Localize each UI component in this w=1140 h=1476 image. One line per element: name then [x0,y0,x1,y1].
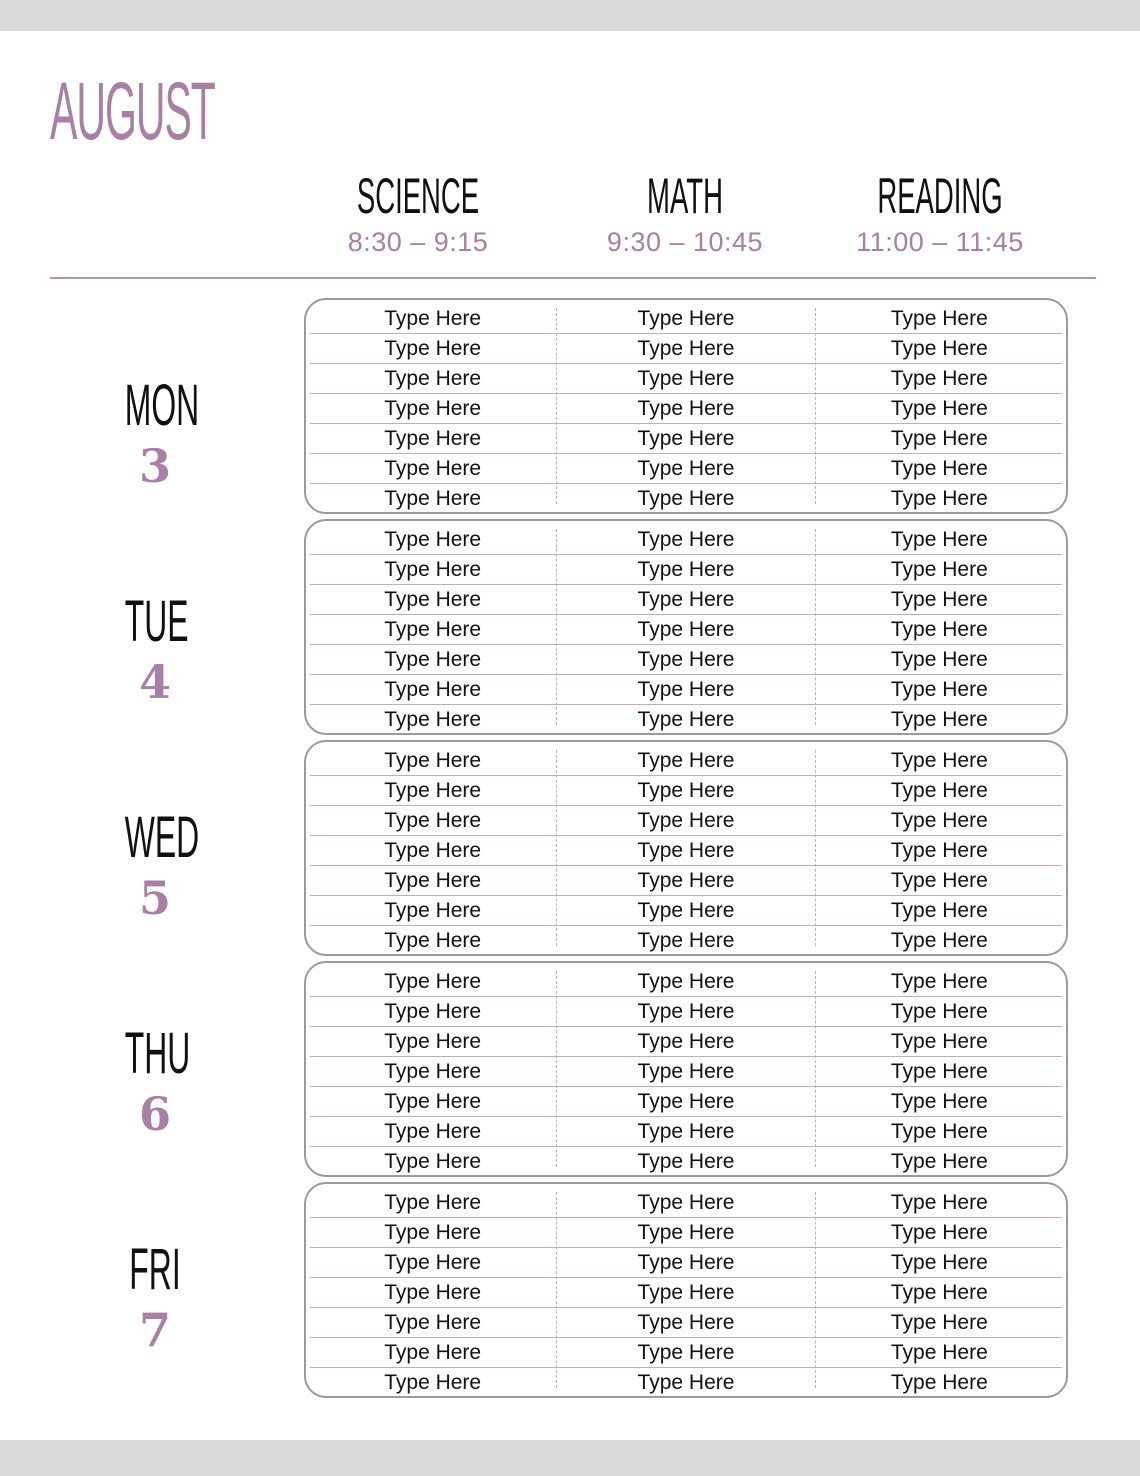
subject-name: SCIENCE [356,168,480,224]
entry-field[interactable]: Type Here [637,1060,735,1083]
entry-field[interactable]: Type Here [384,749,482,772]
table-row [306,525,1066,555]
day-number: 3 [138,439,171,493]
table-row [306,484,1066,514]
column-divider [556,1192,557,1388]
entry-field[interactable]: Type Here [384,487,482,510]
entry-field[interactable]: Type Here [637,1221,735,1244]
entry-field[interactable]: Type Here [890,648,988,671]
table-row [306,746,1066,776]
entry-field[interactable]: Type Here [637,809,735,832]
entry-field[interactable]: Type Here [637,1251,735,1274]
entry-field[interactable]: Type Here [890,1060,988,1083]
entry-field[interactable]: Type Here [637,1030,735,1053]
day-schedule-box-tue [304,519,1068,735]
table-row [306,1147,1066,1177]
entry-field[interactable]: Type Here [890,397,988,420]
table-row [306,926,1066,956]
day-number: 5 [138,871,171,925]
entry-field[interactable]: Type Here [384,558,482,581]
entry-field[interactable]: Type Here [890,1371,988,1394]
table-row [306,454,1066,484]
subject-time: 11:00 – 11:45 [856,227,1024,257]
entry-field[interactable]: Type Here [384,869,482,892]
entry-field[interactable]: Type Here [890,337,988,360]
entry-field[interactable]: Type Here [890,839,988,862]
entry-field[interactable]: Type Here [890,367,988,390]
entry-field[interactable]: Type Here [384,457,482,480]
day-label-fri [100,1239,210,1355]
entry-field[interactable]: Type Here [384,397,482,420]
entry-field[interactable]: Type Here [384,779,482,802]
entry-field[interactable]: Type Here [384,307,482,330]
entry-field[interactable]: Type Here [890,929,988,952]
entry-field[interactable]: Type Here [637,307,735,330]
table-row [306,1338,1066,1368]
entry-field[interactable]: Type Here [637,337,735,360]
entry-field[interactable]: Type Here [384,648,482,671]
table-row [306,1308,1066,1338]
entry-field[interactable]: Type Here [637,618,735,641]
entry-field[interactable]: Type Here [890,779,988,802]
table-row [306,896,1066,926]
entry-field[interactable]: Type Here [890,1000,988,1023]
entry-field[interactable]: Type Here [637,487,735,510]
table-row [306,334,1066,364]
entry-field[interactable]: Type Here [890,618,988,641]
table-row [306,836,1066,866]
entry-field[interactable]: Type Here [384,1341,482,1364]
entry-field[interactable]: Type Here [637,397,735,420]
entry-field[interactable]: Type Here [637,869,735,892]
table-row [306,1218,1066,1248]
entry-field[interactable]: Type Here [890,869,988,892]
entry-field[interactable]: Type Here [637,970,735,993]
day-number: 6 [138,1087,171,1141]
planner-page [0,31,1140,1440]
entry-field[interactable]: Type Here [384,1150,482,1173]
table-row [306,424,1066,454]
entry-field[interactable]: Type Here [890,809,988,832]
entry-field[interactable]: Type Here [637,1090,735,1113]
entry-field[interactable]: Type Here [637,749,735,772]
table-row [306,1087,1066,1117]
table-row [306,1117,1066,1147]
day-label-mon [100,375,210,491]
table-row [306,364,1066,394]
entry-field[interactable]: Type Here [384,1191,482,1214]
entry-field[interactable]: Type Here [384,839,482,862]
entry-field[interactable]: Type Here [890,678,988,701]
entry-field[interactable]: Type Here [384,1060,482,1083]
entry-field[interactable]: Type Here [637,678,735,701]
entry-field[interactable]: Type Here [637,427,735,450]
entry-field[interactable]: Type Here [637,1000,735,1023]
entry-field[interactable]: Type Here [890,457,988,480]
column-divider [815,308,816,504]
column-divider [815,971,816,1167]
entry-field[interactable]: Type Here [384,588,482,611]
entry-field[interactable]: Type Here [890,1090,988,1113]
entry-field[interactable]: Type Here [890,1120,988,1143]
entry-field[interactable]: Type Here [384,1371,482,1394]
entry-field[interactable]: Type Here [384,1311,482,1334]
entry-field[interactable]: Type Here [890,970,988,993]
entry-field[interactable]: Type Here [890,1030,988,1053]
column-divider [556,308,557,504]
table-row [306,1278,1066,1308]
entry-field[interactable]: Type Here [890,1251,988,1274]
table-row [306,1188,1066,1218]
table-row [306,1057,1066,1087]
entry-field[interactable]: Type Here [384,899,482,922]
entry-field[interactable]: Type Here [384,367,482,390]
entry-field[interactable]: Type Here [890,588,988,611]
table-row [306,806,1066,836]
day-number: 7 [138,1303,171,1357]
subject-header-math [555,169,815,257]
entry-field[interactable]: Type Here [637,839,735,862]
entry-field[interactable]: Type Here [890,528,988,551]
entry-field[interactable]: Type Here [890,1221,988,1244]
entry-field[interactable]: Type Here [384,1120,482,1143]
entry-field[interactable]: Type Here [637,558,735,581]
entry-field[interactable]: Type Here [637,1311,735,1334]
month-title: AUGUST [50,66,215,157]
entry-field[interactable]: Type Here [384,618,482,641]
entry-field[interactable]: Type Here [890,1150,988,1173]
subject-time: 9:30 – 10:45 [606,227,764,257]
entry-field[interactable]: Type Here [637,1120,735,1143]
entry-field[interactable]: Type Here [637,899,735,922]
column-divider [556,971,557,1167]
entry-field[interactable]: Type Here [384,427,482,450]
subject-name: MATH [647,168,723,224]
day-label-wed [100,807,210,923]
entry-field[interactable]: Type Here [890,1281,988,1304]
day-schedule-box-thu [304,961,1068,1177]
table-row [306,967,1066,997]
day-name: WED [124,805,200,870]
day-schedule-box-wed [304,740,1068,956]
entry-field[interactable]: Type Here [637,1191,735,1214]
entry-field[interactable]: Type Here [637,1281,735,1304]
day-name: MON [124,373,200,438]
table-row [306,866,1066,896]
table-row [306,645,1066,675]
entry-field[interactable]: Type Here [384,1251,482,1274]
entry-field[interactable]: Type Here [384,1281,482,1304]
entry-field[interactable]: Type Here [637,779,735,802]
column-divider [815,529,816,725]
table-row [306,675,1066,705]
entry-field[interactable]: Type Here [384,708,482,731]
entry-field[interactable]: Type Here [384,970,482,993]
table-row [306,1368,1066,1398]
subject-time: 8:30 – 9:15 [347,227,489,257]
entry-field[interactable]: Type Here [890,1191,988,1214]
day-schedule-box-fri [304,1182,1068,1398]
entry-field[interactable]: Type Here [384,678,482,701]
entry-field[interactable]: Type Here [637,457,735,480]
day-name: TUE [124,589,189,654]
day-label-tue [100,591,210,707]
column-divider [815,750,816,946]
day-name: THU [124,1021,191,1086]
entry-field[interactable]: Type Here [384,337,482,360]
entry-field[interactable]: Type Here [890,1311,988,1334]
entry-field[interactable]: Type Here [637,929,735,952]
subject-header-reading [810,169,1070,257]
entry-field[interactable]: Type Here [637,648,735,671]
entry-field[interactable]: Type Here [890,487,988,510]
column-divider [815,1192,816,1388]
day-label-thu [100,1023,210,1139]
entry-field[interactable]: Type Here [384,528,482,551]
column-divider [556,529,557,725]
entry-field[interactable]: Type Here [384,1090,482,1113]
entry-field[interactable]: Type Here [637,588,735,611]
entry-field[interactable]: Type Here [384,929,482,952]
entry-field[interactable]: Type Here [384,1030,482,1053]
entry-field[interactable]: Type Here [890,899,988,922]
day-number: 4 [138,655,171,709]
entry-field[interactable]: Type Here [637,528,735,551]
table-row [306,615,1066,645]
entry-field[interactable]: Type Here [637,1150,735,1173]
entry-field[interactable]: Type Here [890,427,988,450]
table-row [306,1027,1066,1057]
entry-field[interactable]: Type Here [890,708,988,731]
entry-field[interactable]: Type Here [890,749,988,772]
entry-field[interactable]: Type Here [890,1341,988,1364]
day-name: FRI [129,1237,181,1302]
entry-field[interactable]: Type Here [637,1341,735,1364]
table-row [306,555,1066,585]
subject-name: READING [877,168,1003,224]
table-row [306,585,1066,615]
entry-field[interactable]: Type Here [637,367,735,390]
table-row [306,394,1066,424]
table-row [306,997,1066,1027]
entry-field[interactable]: Type Here [384,1000,482,1023]
entry-field[interactable]: Type Here [890,307,988,330]
table-row [306,776,1066,806]
column-divider [556,750,557,946]
entry-field[interactable]: Type Here [637,1371,735,1394]
subject-header-science [288,169,548,257]
entry-field[interactable]: Type Here [384,809,482,832]
table-row [306,304,1066,334]
table-row [306,1248,1066,1278]
table-row [306,705,1066,735]
entry-field[interactable]: Type Here [384,1221,482,1244]
entry-field[interactable]: Type Here [890,558,988,581]
day-schedule-box-mon [304,298,1068,514]
header-divider [50,277,1096,279]
entry-field[interactable]: Type Here [637,708,735,731]
